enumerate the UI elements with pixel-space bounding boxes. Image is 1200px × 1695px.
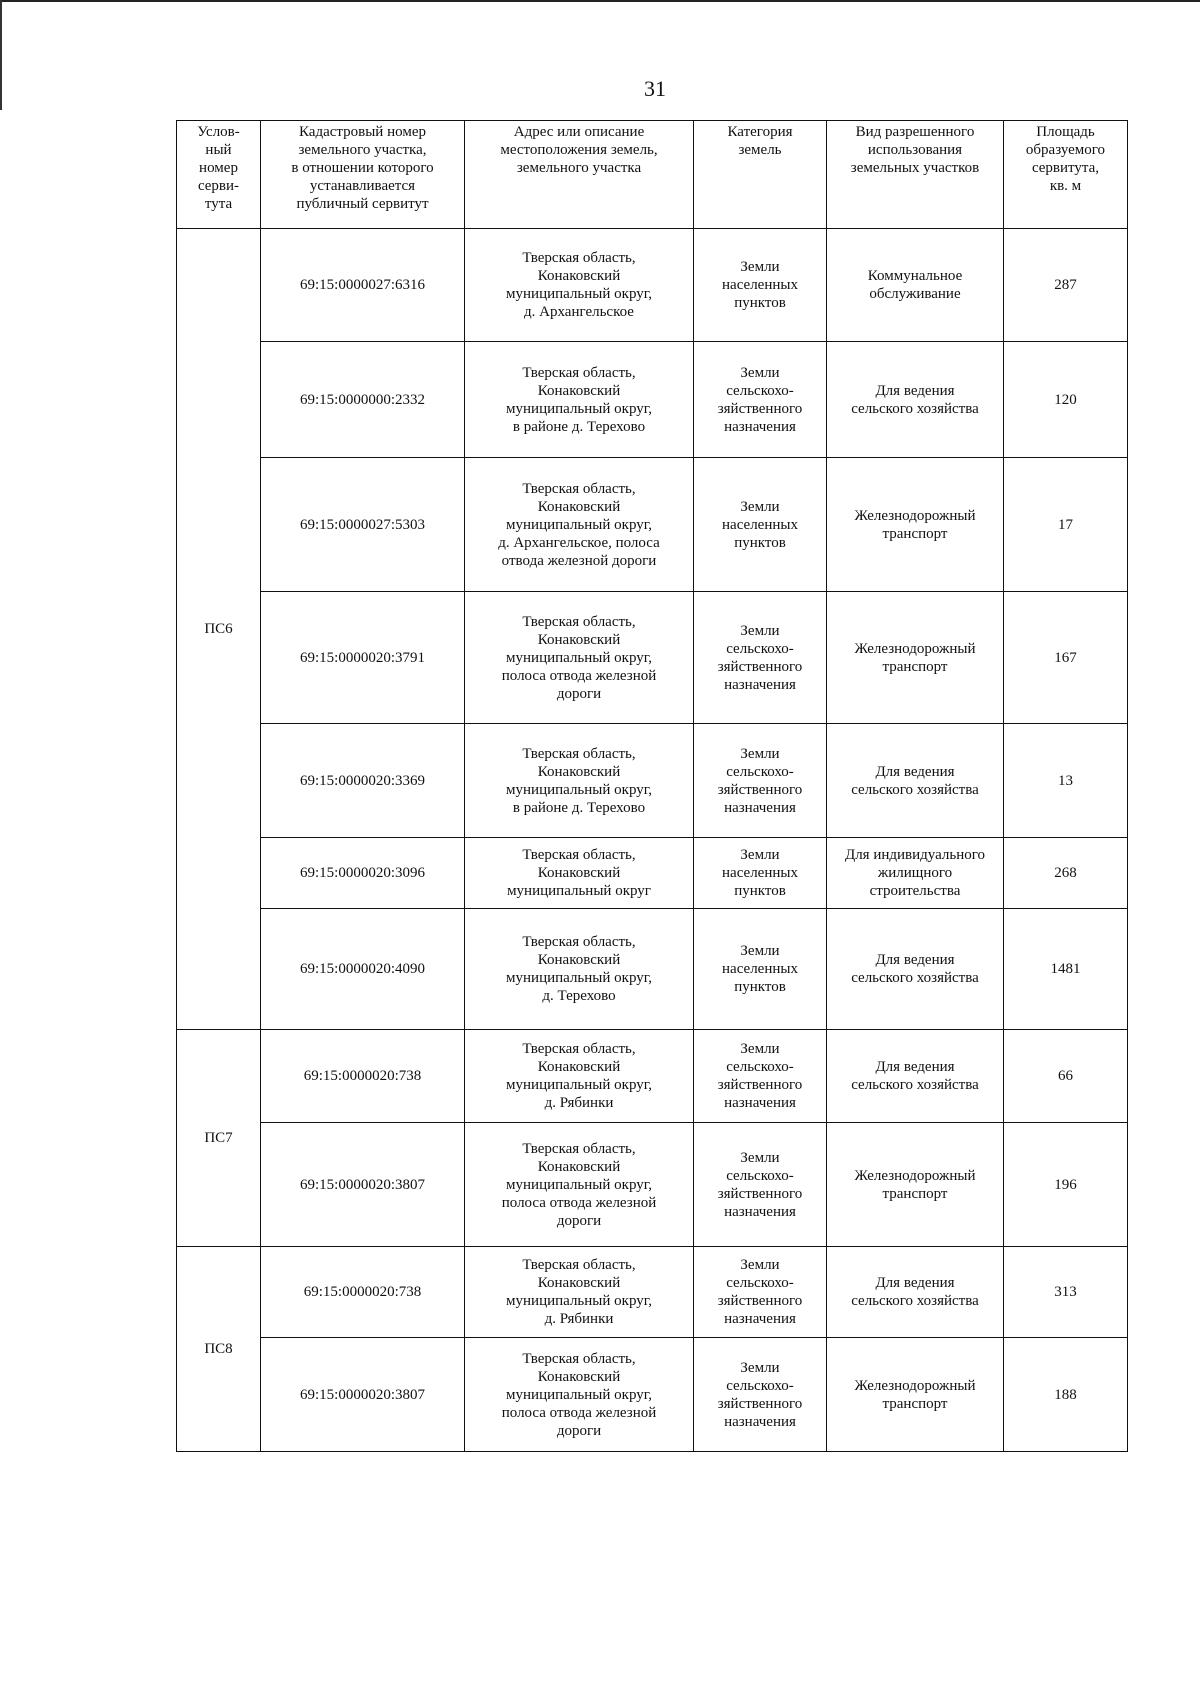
category-cell [694,724,827,838]
header-area [1004,121,1128,229]
cell-text-line: Для ведения [875,382,955,399]
cell-text-line: Кадастровый номер [299,124,426,140]
address-cell [465,909,694,1030]
cell-text-line: зяйственного [717,1293,803,1309]
cell-text-line: полоса отвода железной [501,1404,657,1421]
cell-text-line: обслуживание [869,286,961,302]
cell-text-line: зяйственного [717,1395,803,1412]
cell-text-line: Земли [740,1041,780,1057]
cell-text-line: Земли [740,847,780,863]
cell-text-line: публичный сервитут [296,196,429,212]
cell-text-line: транспорт [882,525,948,542]
cell-text-line: Железнодорожный [854,507,976,524]
category-cell [694,1338,827,1452]
category-cell [694,342,827,458]
cell-text-line: транспорт [882,1395,948,1412]
header-row [177,121,1128,229]
cell-text-line: земельных участков [850,160,980,176]
table-row [177,458,1128,592]
cell-text-line: Конаковский [537,382,621,399]
cell-text-line: сельскохо- [726,763,794,780]
cell-text-line: использования [867,142,963,158]
cadastral-cell: 69:15:0000020:3369 [261,724,465,838]
cell-text-line: Тверская область, [522,1257,636,1273]
use-cell [827,229,1004,342]
cell-text-line: Тверская область, [522,250,636,266]
address-cell [465,342,694,458]
header-land-category [694,121,827,229]
use-cell [827,1338,1004,1452]
cell-text-line: Категория [727,124,793,140]
cell-text-line: населенных [722,516,798,533]
cell-text-line: зяйственного [717,400,803,417]
cell-text-line: Конаковский [537,763,621,780]
cell-text-line: Тверская область, [522,847,636,863]
servitude-id-cell: ПС7 [177,1030,261,1247]
cell-text-line: пунктов [734,295,786,311]
servitude-table [176,120,1128,1452]
cadastral-cell: 69:15:0000020:3807 [261,1338,465,1452]
cell-text-line: Конаковский [537,952,621,968]
cell-text-line: муниципальный округ [507,883,651,899]
cell-text-line: сельскохо- [726,1275,794,1291]
cell-text-line: муниципальный округ, [506,649,652,666]
cell-text-line: Адрес или описание [513,124,645,140]
header-address [465,121,694,229]
cell-text-line: дороги [556,1422,602,1439]
category-cell [694,229,827,342]
use-cell [827,1247,1004,1338]
table-row [177,724,1128,838]
cadastral-cell: 69:15:0000020:4090 [261,909,465,1030]
cell-text-line: сельскохо- [726,1059,794,1075]
cell-text-line: ный [205,142,232,158]
cell-text-line: назначения [724,1095,796,1111]
table-row [177,1123,1128,1247]
cadastral-cell: 69:15:0000020:738 [261,1030,465,1123]
cell-text-line: муниципальный округ, [506,286,652,302]
category-cell [694,1247,827,1338]
cadastral-cell: 69:15:0000020:738 [261,1247,465,1338]
address-cell [465,724,694,838]
cell-text-line: Конаковский [537,1158,621,1175]
cell-text-line: муниципальный округ, [506,1386,652,1403]
use-cell [827,1123,1004,1247]
cell-text-line: Вид разрешенного [855,124,975,140]
use-cell [827,342,1004,458]
cell-text-line: Земли [740,498,780,515]
table-row [177,838,1128,909]
use-cell [827,838,1004,909]
address-cell [465,838,694,909]
cell-text-line: земельного участка [516,160,642,176]
cell-text-line: номер [199,160,238,176]
cell-text-line: Земли [740,1257,780,1273]
servitude-id-cell: ПС6 [177,229,261,1030]
cell-text-line: сельскохо- [726,640,794,657]
cell-text-line: Для ведения [875,1275,955,1291]
cadastral-cell: 69:15:0000020:3807 [261,1123,465,1247]
cell-text-line: Площадь [1036,124,1095,140]
cell-text-line: зяйственного [717,1077,803,1093]
cell-text-line: в районе д. Терехово [512,418,646,435]
cell-text-line: полоса отвода железной [501,1194,657,1211]
servitude-id-cell: ПС8 [177,1247,261,1452]
cell-text-line: Конаковский [537,1368,621,1385]
cell-text-line: Тверская область, [522,613,636,630]
cell-text-line: земельного участка, [298,142,427,158]
table-row [177,342,1128,458]
cell-text-line: транспорт [882,658,948,675]
cell-text-line: муниципальный округ, [506,970,652,986]
cell-text-line: Конаковский [537,1275,621,1291]
cell-text-line: дороги [556,1212,602,1229]
page-number: 31 [644,76,666,101]
cell-text-line: земель [738,142,782,158]
cell-text-line: Конаковский [537,631,621,648]
cell-text-line: Земли [740,745,780,762]
area-cell: 268 [1004,838,1128,909]
cell-text-line: назначения [724,1413,796,1430]
cell-text-line: назначения [724,1203,796,1220]
cell-text-line: Для ведения [875,1059,955,1075]
cell-text-line: муниципальный округ, [506,1293,652,1309]
cadastral-cell: 69:15:0000027:6316 [261,229,465,342]
area-cell: 313 [1004,1247,1128,1338]
scan-edge-top [0,0,1200,2]
header-permitted-use [827,121,1004,229]
cell-text-line: назначения [724,799,796,816]
area-cell: 188 [1004,1338,1128,1452]
cell-text-line: местоположения земель, [500,142,658,158]
cadastral-cell: 69:15:0000000:2332 [261,342,465,458]
cell-text-line: Для индивидуального [844,847,986,863]
cell-text-line: Тверская область, [522,1041,636,1057]
address-cell [465,1247,694,1338]
cell-text-line: сельского хозяйства [851,400,979,417]
area-cell: 120 [1004,342,1128,458]
category-cell [694,1123,827,1247]
cell-text-line: Для ведения [875,763,955,780]
use-cell [827,1030,1004,1123]
cell-text-line: муниципальный округ, [506,400,652,417]
table-row [177,1247,1128,1338]
cell-text-line: сельского хозяйства [851,1293,979,1309]
address-cell [465,1338,694,1452]
use-cell [827,458,1004,592]
cell-text-line: жилищного [877,865,953,881]
cell-text-line: Тверская область, [522,934,636,950]
cell-text-line: Земли [740,259,780,275]
address-cell [465,1030,694,1123]
cell-text-line: в районе д. Терехово [512,799,646,816]
cell-text-line: назначения [724,418,796,435]
cell-text-line: серви- [197,178,240,194]
cell-text-line: Тверская область, [522,1140,636,1157]
address-cell [465,1123,694,1247]
cell-text-line: сервитута, [1031,160,1100,176]
cell-text-line: Земли [740,1359,780,1376]
cell-text-line: д. Рябинки [544,1311,614,1327]
area-cell: 287 [1004,229,1128,342]
cell-text-line: Конаковский [537,268,621,284]
cell-text-line: Земли [740,622,780,639]
cell-text-line: сельского хозяйства [851,781,979,798]
cell-text-line: сельскохо- [726,382,794,399]
cell-text-line: полоса отвода железной [501,667,657,684]
cell-text-line: зяйственного [717,658,803,675]
address-cell [465,229,694,342]
cell-text-line: Конаковский [537,498,621,515]
cell-text-line: населенных [722,865,798,881]
area-cell: 66 [1004,1030,1128,1123]
cell-text-line: Железнодорожный [854,640,976,657]
cell-text-line: пунктов [734,979,786,995]
category-cell [694,458,827,592]
table-row [177,592,1128,724]
area-cell: 13 [1004,724,1128,838]
cell-text-line: Услов- [197,124,240,140]
cell-text-line: кв. м [1049,178,1082,194]
cell-text-line: населенных [722,277,798,293]
cell-text-line: Конаковский [537,1059,621,1075]
cell-text-line: Тверская область, [522,364,636,381]
cell-text-line: Тверская область, [522,1350,636,1367]
cell-text-line: отвода железной дороги [501,552,657,569]
cell-text-line: сельскохо- [726,1377,794,1394]
cell-text-line: муниципальный округ, [506,1176,652,1193]
cell-text-line: Земли [740,943,780,959]
cell-text-line: д. Терехово [542,988,616,1004]
cell-text-line: зяйственного [717,1185,803,1202]
cadastral-cell: 69:15:0000020:3791 [261,592,465,724]
cell-text-line: д. Архангельское [524,304,634,320]
cell-text-line: Земли [740,364,780,381]
cell-text-line: муниципальный округ, [506,781,652,798]
cell-text-line: строительства [869,883,961,899]
cell-text-line: муниципальный округ, [506,516,652,533]
address-cell [465,592,694,724]
cell-text-line: населенных [722,961,798,977]
cell-text-line: образуемого [1025,142,1106,158]
cell-text-line: Железнодорожный [854,1167,976,1184]
cell-text-line: Для ведения [875,952,955,968]
category-cell [694,1030,827,1123]
cell-text-line: зяйственного [717,781,803,798]
cell-text-line: муниципальный округ, [506,1077,652,1093]
cell-text-line: Конаковский [537,865,621,881]
table-row [177,229,1128,342]
use-cell [827,592,1004,724]
address-cell [465,458,694,592]
cell-text-line: сельского хозяйства [851,970,979,986]
cell-text-line: Земли [740,1149,780,1166]
cell-text-line: тута [204,196,233,212]
cell-text-line: сельскохо- [726,1167,794,1184]
cell-text-line: в отношении которого [291,160,434,176]
cadastral-cell: 69:15:0000020:3096 [261,838,465,909]
area-cell: 167 [1004,592,1128,724]
cell-text-line: Коммунальное [867,268,963,284]
cell-text-line: Железнодорожный [854,1377,976,1394]
table-row [177,909,1128,1030]
category-cell [694,838,827,909]
cell-text-line: пунктов [734,534,786,551]
cell-text-line: пунктов [734,883,786,899]
header-cadastral-number [261,121,465,229]
category-cell [694,909,827,1030]
cell-text-line: назначения [724,1311,796,1327]
area-cell: 196 [1004,1123,1128,1247]
cell-text-line: Тверская область, [522,480,636,497]
cell-text-line: д. Архангельское, полоса [498,534,660,551]
area-cell: 1481 [1004,909,1128,1030]
cell-text-line: д. Рябинки [544,1095,614,1111]
cadastral-cell: 69:15:0000027:5303 [261,458,465,592]
cell-text-line: назначения [724,676,796,693]
table-row [177,1030,1128,1123]
cell-text-line: сельского хозяйства [851,1077,979,1093]
cell-text-line: транспорт [882,1185,948,1202]
table-row [177,1338,1128,1452]
use-cell [827,909,1004,1030]
cell-text-line: устанавливается [309,178,416,194]
area-cell: 17 [1004,458,1128,592]
use-cell [827,724,1004,838]
category-cell [694,592,827,724]
cell-text-line: дороги [556,685,602,702]
cell-text-line: Тверская область, [522,745,636,762]
header-servitude-number [177,121,261,229]
